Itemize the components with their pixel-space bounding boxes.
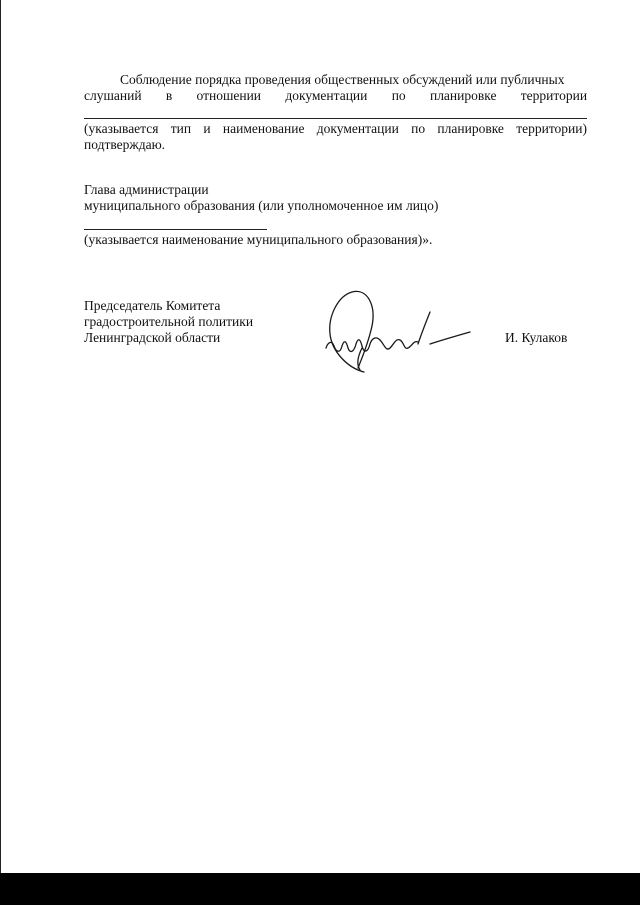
scan-border-bar xyxy=(0,873,640,905)
head-line-2: муниципального образования (или уполномоченное им лицо) xyxy=(84,198,439,213)
word: документации xyxy=(285,88,368,103)
signatory-name: И. Кулаков xyxy=(505,330,568,345)
handwritten-signature xyxy=(318,282,478,378)
signatory-title xyxy=(84,298,253,346)
signature-fill-line xyxy=(84,229,267,230)
scan-edge xyxy=(0,0,1,905)
word: в xyxy=(165,88,173,103)
paragraph-line-2 xyxy=(84,88,587,104)
signatory-line-2: градостроительной политики xyxy=(84,314,254,329)
paragraph-line-3: (указывается тип и наименование документации по планировке территории) xyxy=(84,121,587,136)
signatory-line-3: Ленинградской области xyxy=(84,330,221,345)
word: слушаний xyxy=(84,88,142,103)
signatory-line-1: Председатель Комитета xyxy=(84,298,221,313)
fill-in-line xyxy=(84,118,587,119)
paragraph-line-1: Соблюдение порядка проведения общественных обсуждений или публичных xyxy=(120,72,565,87)
word: отношении xyxy=(196,88,262,103)
paragraph-line-4: подтверждаю. xyxy=(84,137,166,152)
head-line-3: (указывается наименование муниципального образования)». xyxy=(84,232,433,247)
word: планировке xyxy=(429,88,497,103)
head-line-1: Глава администрации xyxy=(84,182,209,197)
word: по xyxy=(391,88,406,103)
word: территории xyxy=(520,88,588,103)
